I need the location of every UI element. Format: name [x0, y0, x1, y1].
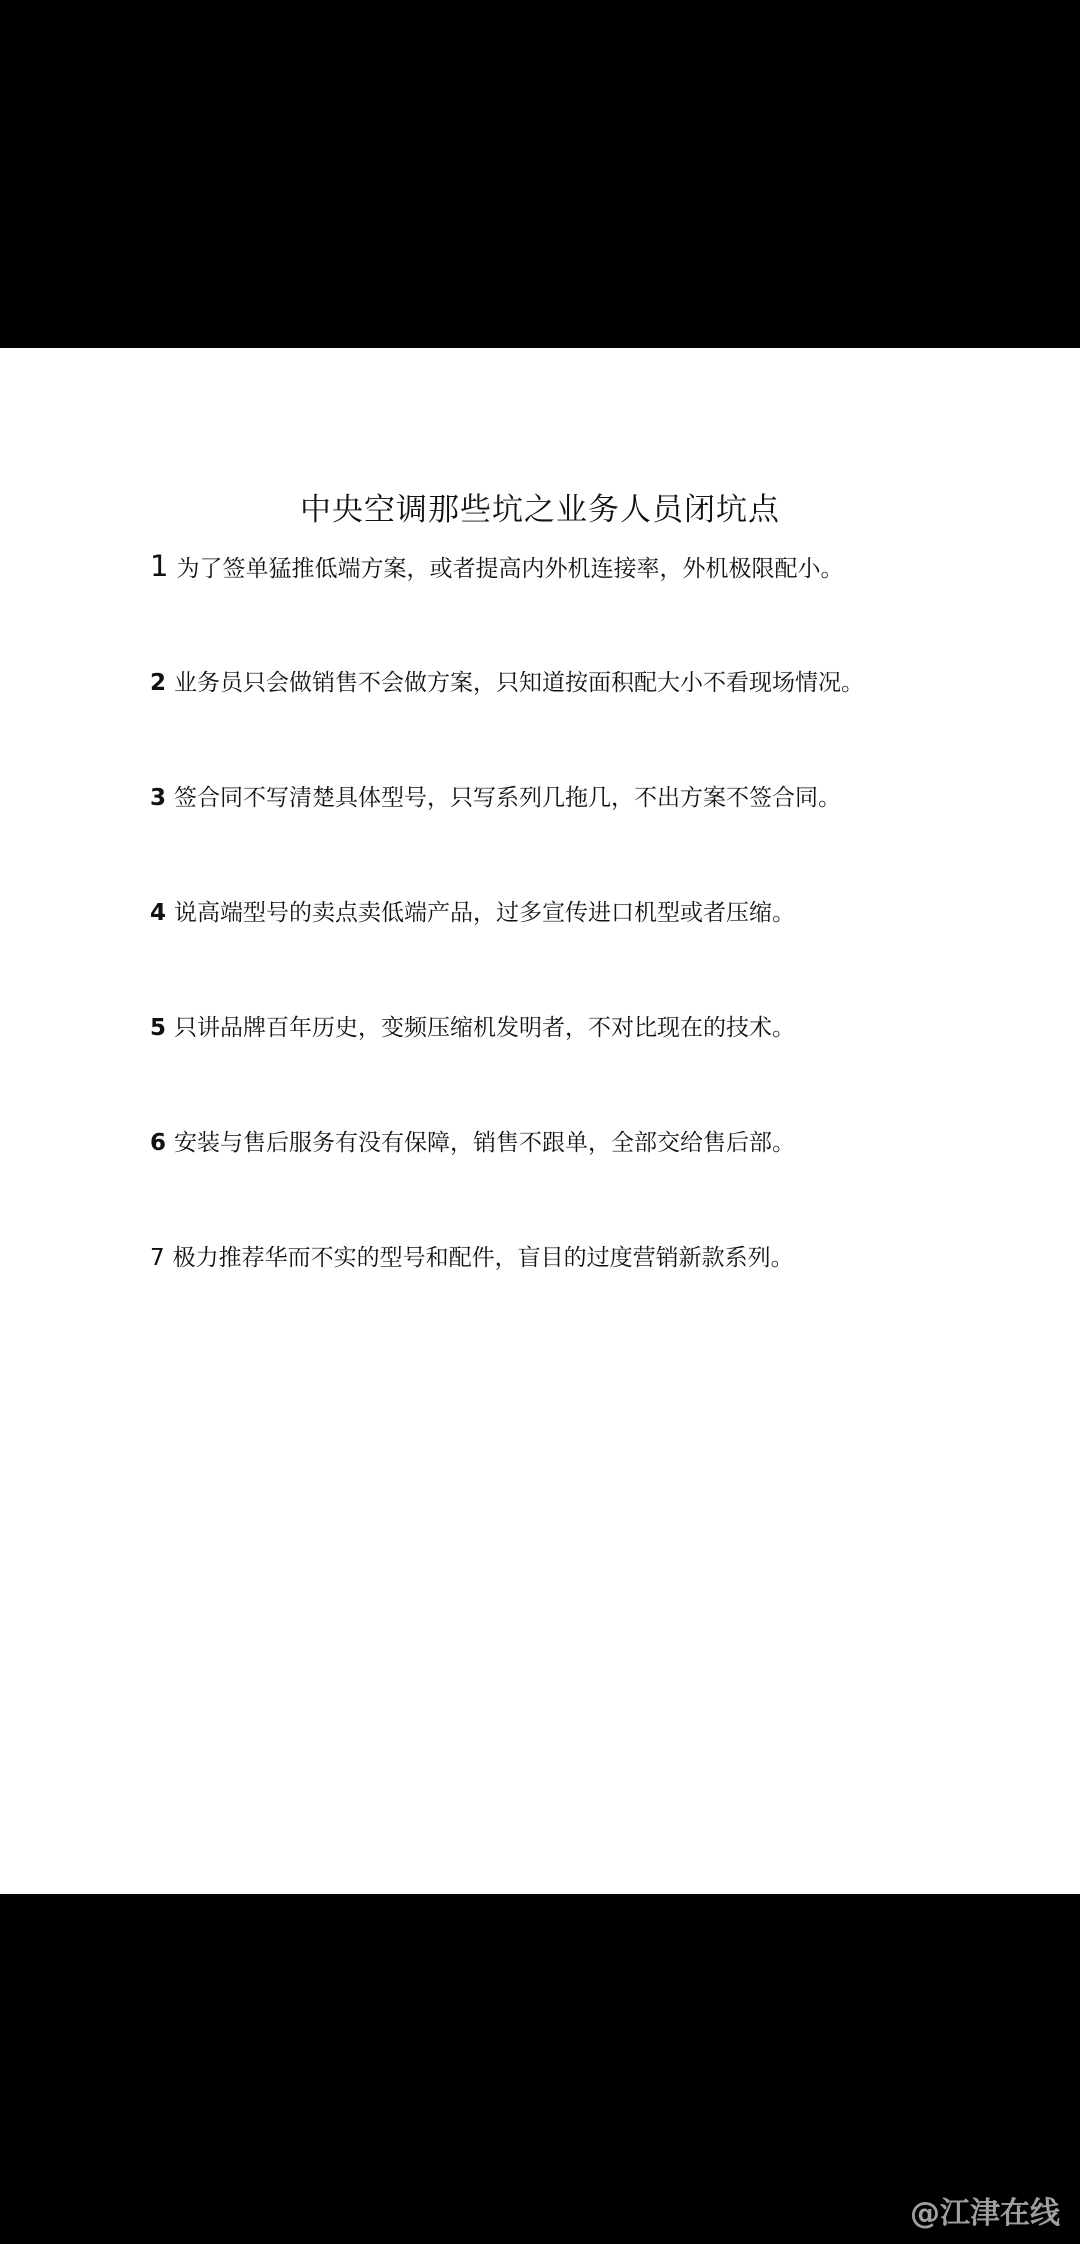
list-item: [150, 893, 795, 933]
item-number: 5: [150, 1015, 167, 1041]
item-text: 业务员只会做销售不会做方案，只知道按面积配大小不看现场情况。: [174, 670, 865, 696]
item-number: 3: [150, 785, 167, 811]
item-text: 安装与售后服务有没有保障，销售不跟单，全部交给售后部。: [174, 1130, 796, 1156]
list-item: [150, 546, 843, 589]
item-text: 极力推荐华而不实的型号和配件，盲目的过度营销新款系列。: [172, 1245, 794, 1271]
list-item: [150, 778, 841, 818]
list-item: [150, 1123, 795, 1163]
document-page: [0, 348, 1080, 1894]
list-item: [150, 1008, 795, 1048]
watermark: @江津在线: [910, 2196, 1060, 2231]
list-item: [150, 1238, 794, 1278]
item-text: 签合同不写清楚具体型号，只写系列几拖几，不出方案不签合同。: [174, 785, 842, 811]
item-text: 说高端型号的卖点卖低端产品，过多宣传进口机型或者压缩。: [174, 900, 796, 926]
item-number: 2: [150, 670, 167, 696]
bottom-black-band: [0, 1894, 1080, 2244]
item-number: 6: [150, 1130, 167, 1156]
item-number: 4: [150, 900, 167, 926]
item-text: 为了签单猛推低端方案，或者提高内外机连接率，外机极限配小。: [176, 556, 844, 582]
item-number: 7: [150, 1245, 165, 1271]
item-text: 只讲品牌百年历史，变频压缩机发明者，不对比现在的技术。: [174, 1015, 796, 1041]
top-black-band: [0, 0, 1080, 348]
item-number: 1: [150, 549, 169, 583]
document-title: 中央空调那些坑之业务人员闭坑点: [300, 492, 780, 528]
list-item: [150, 663, 864, 703]
